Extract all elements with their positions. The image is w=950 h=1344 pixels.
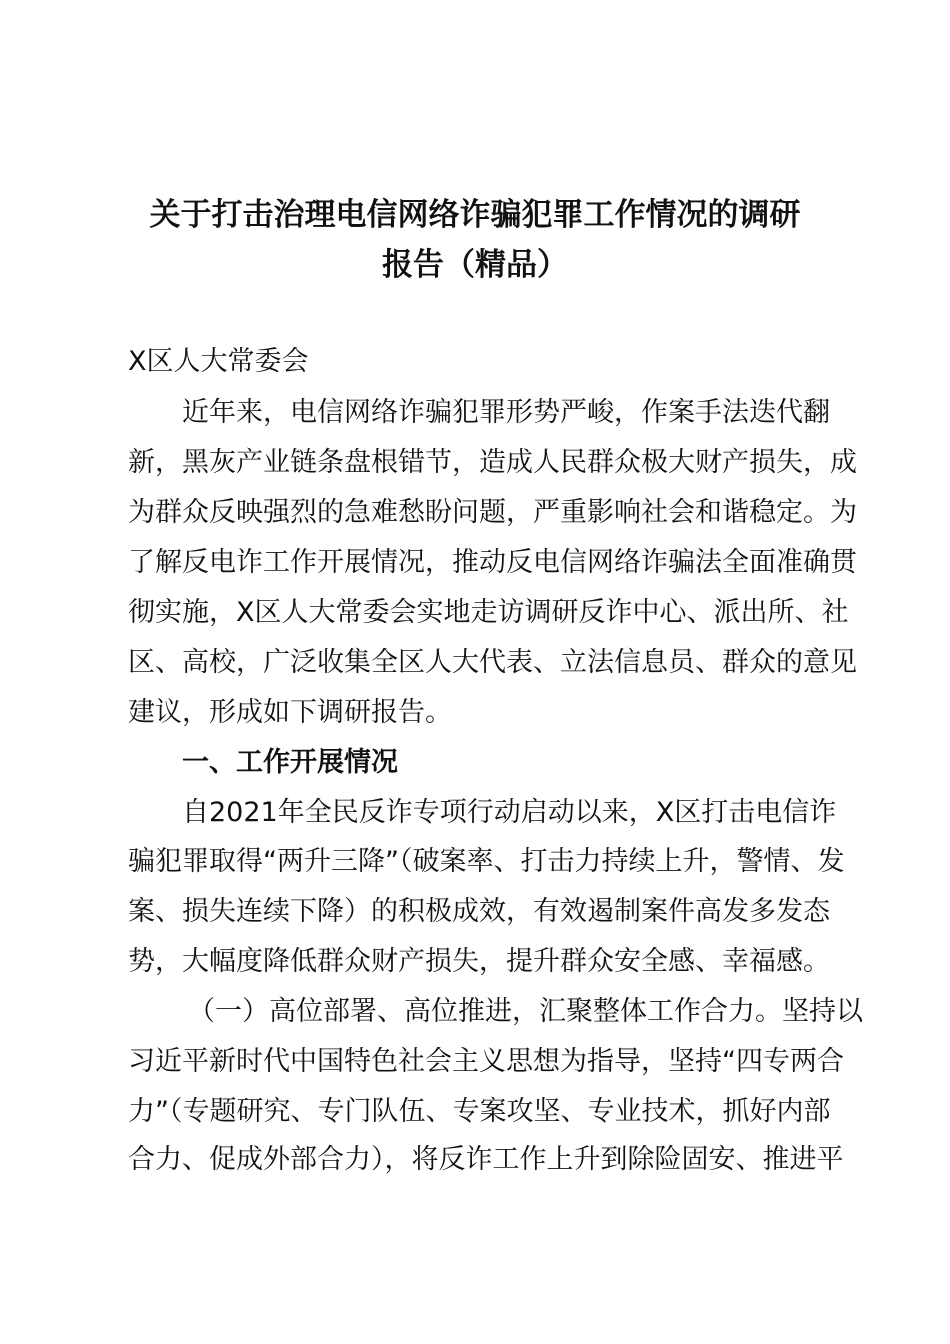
intro-line: 区、高校，广泛收集全区人大代表、立法信息员、群众的意见 [128, 647, 857, 678]
section-heading: 一、工作开展情况 [182, 747, 398, 778]
intro-line: 彻实施，X区人大常委会实地走访调研反诈中心、派出所、社 [128, 597, 849, 628]
intro-line: 为群众反映强烈的急难愁盼问题，严重影响社会和谐稳定。为 [128, 497, 857, 528]
author-line: X区人大常委会 [128, 346, 309, 377]
section-line: 势，大幅度降低群众财产损失，提升群众安全感、幸福感。 [128, 946, 830, 977]
subsection-line: 力”（专题研究、专门队伍、专案攻坚、专业技术，抓好内部 [128, 1096, 831, 1127]
section-line: 案、损失连续下降）的积极成效，有效遏制案件高发多发态 [128, 896, 830, 927]
subsection-line: 习近平新时代中国特色社会主义思想为指导，坚持“四专两合 [128, 1046, 844, 1077]
subsection-line: 合力、促成外部合力），将反诈工作上升到除险固安、推进平 [128, 1144, 844, 1175]
intro-line: 了解反电诈工作开展情况，推动反电信网络诈骗法全面准确贯 [128, 547, 857, 578]
section-line: 自2021年全民反诈专项行动启动以来，X区打击电信诈 [182, 797, 837, 828]
subsection-line: （一）高位部署、高位推进，汇聚整体工作合力。坚持以 [188, 996, 863, 1027]
document-title-line-2: 报告（精品） [382, 247, 568, 283]
section-line: 骗犯罪取得“两升三降”（破案率、打击力持续上升，警情、发 [128, 846, 845, 877]
intro-line: 建议，形成如下调研报告。 [128, 697, 452, 728]
intro-line: 新，黑灰产业链条盘根错节，造成人民群众极大财产损失，成 [128, 447, 857, 478]
document-title-line-1: 关于打击治理电信网络诈骗犯罪工作情况的调研 [149, 197, 801, 233]
intro-line: 近年来，电信网络诈骗犯罪形势严峻，作案手法迭代翻 [182, 397, 830, 428]
